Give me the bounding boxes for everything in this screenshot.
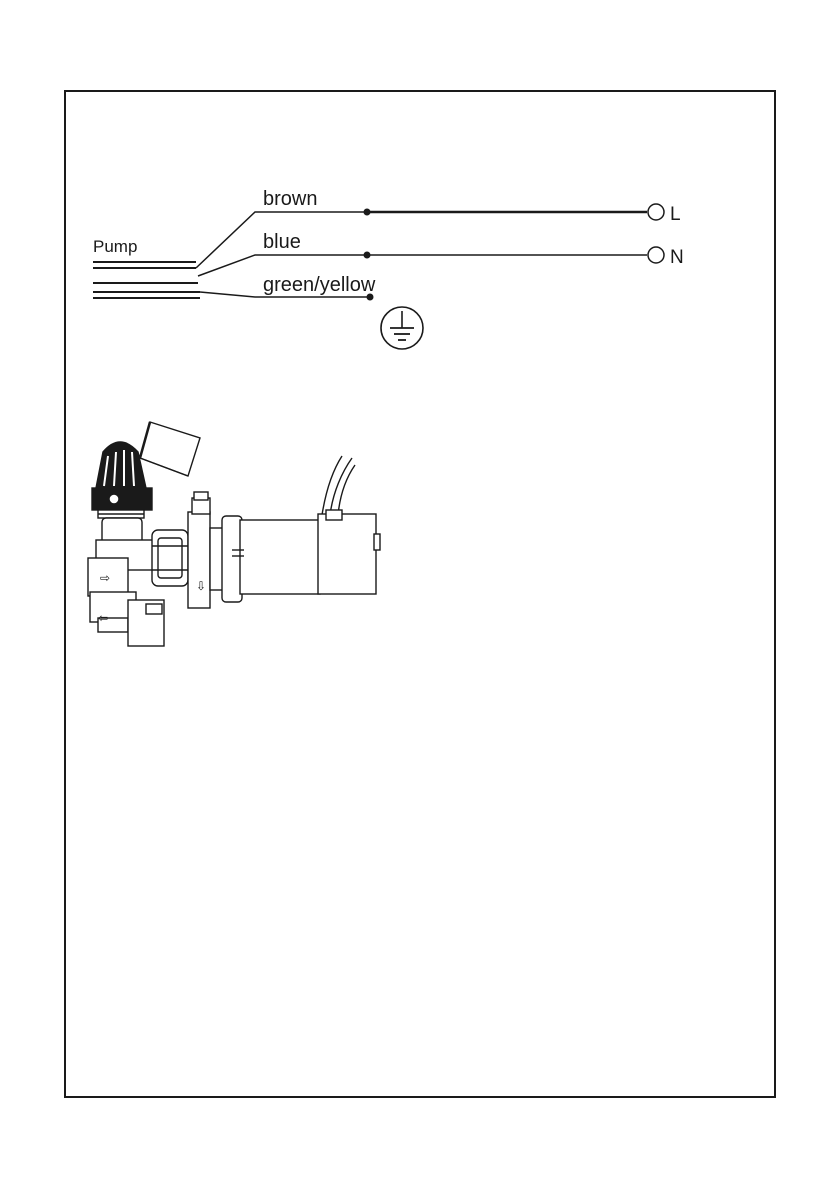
wire-green-yellow-label: green/yellow [263,274,376,296]
pump-label: Pump [93,237,138,256]
sensor-block [140,422,200,476]
svg-text:⇨: ⇨ [100,571,111,585]
terminal-l-label: L [670,204,681,225]
wire-brown-label: brown [263,188,318,210]
junction-dot [364,252,371,259]
pump-cable [93,262,200,298]
wire-blue-label: blue [263,231,301,253]
junction-dot [364,209,371,216]
union-coupling [152,492,210,608]
pump-valve-assembly-illustration [88,422,380,646]
pump-motor [210,510,380,602]
wire-brown [196,188,647,268]
wire-blue [198,231,647,276]
svg-text:⇩: ⇩ [196,579,207,593]
terminal-circle [648,204,664,220]
terminal-l [648,204,681,225]
terminal-n [648,247,684,268]
terminal-circle [648,247,664,263]
svg-text:⇦: ⇦ [98,611,109,625]
protective-earth-icon [381,307,423,349]
terminal-n-label: N [670,247,684,268]
wire-green-yellow [200,274,376,301]
